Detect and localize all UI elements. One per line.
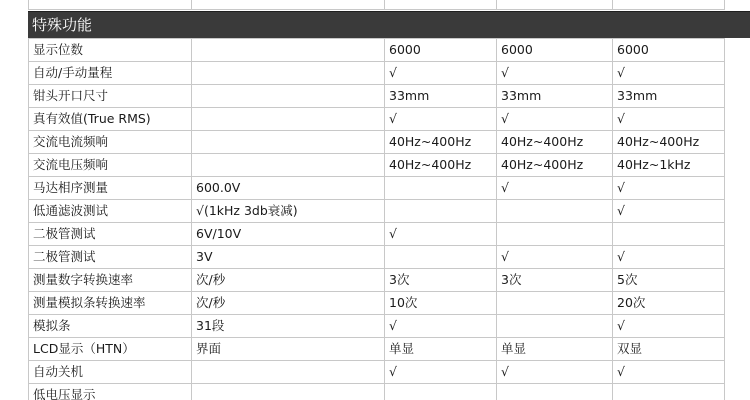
table-row (29, 246, 725, 269)
feature-label: 交流电压频响 (29, 154, 192, 177)
spec-cell (192, 108, 385, 131)
spec-cell: √ (385, 223, 497, 246)
spec-cell: 界面 (192, 338, 385, 361)
spec-cell (192, 62, 385, 85)
feature-label: 显示位数 (29, 39, 192, 62)
spec-cell: 31段 (192, 315, 385, 338)
feature-label: 钳头开口尺寸 (29, 85, 192, 108)
spec-cell: √ (497, 108, 613, 131)
table-row (29, 338, 725, 361)
section-header: 特殊功能 (28, 11, 750, 38)
spec-cell: √ (497, 62, 613, 85)
spec-cell: 6000 (497, 39, 613, 62)
feature-label: 低通滤波测试 (29, 200, 192, 223)
spec-cell: 5次 (613, 269, 725, 292)
spec-cell: 次/秒 (192, 292, 385, 315)
spec-cell: √ (613, 315, 725, 338)
spec-cell: √ (385, 108, 497, 131)
spec-cell (497, 200, 613, 223)
feature-label: 测量模拟条转换速率 (29, 292, 192, 315)
feature-label: 交流电流频响 (29, 131, 192, 154)
spec-cell (385, 384, 497, 400)
spec-cell: 33mm (497, 85, 613, 108)
feature-label: 自动关机 (29, 361, 192, 384)
spec-cell: 40Hz~400Hz (385, 154, 497, 177)
spec-cell (192, 131, 385, 154)
spec-cell: √ (613, 177, 725, 200)
spec-cell: 单显 (497, 338, 613, 361)
previous-table-strip (28, 0, 750, 10)
feature-label: LCD显示（HTN） (29, 338, 192, 361)
spec-cell: √ (613, 108, 725, 131)
spec-cell (192, 384, 385, 400)
features-table (28, 38, 725, 400)
table-row (29, 62, 725, 85)
spec-cell: 次/秒 (192, 269, 385, 292)
spec-cell: 单显 (385, 338, 497, 361)
table-row (29, 315, 725, 338)
table-row (29, 39, 725, 62)
table-cell (192, 0, 385, 10)
spec-cell (497, 315, 613, 338)
spec-cell: √ (385, 315, 497, 338)
spec-cell (192, 154, 385, 177)
spec-cell (497, 292, 613, 315)
table-row (29, 85, 725, 108)
spec-cell (613, 223, 725, 246)
table-row (29, 361, 725, 384)
spec-cell: 40Hz~1kHz (613, 154, 725, 177)
feature-label: 测量数字转换速率 (29, 269, 192, 292)
spec-cell: 40Hz~400Hz (613, 131, 725, 154)
spec-cell: 3次 (385, 269, 497, 292)
table-row (29, 0, 725, 10)
feature-label: 低电压显示 (29, 384, 192, 400)
spec-cell: √ (385, 62, 497, 85)
table-row (29, 177, 725, 200)
table-row (29, 154, 725, 177)
spec-cell: 40Hz~400Hz (385, 131, 497, 154)
spec-cell: √ (613, 361, 725, 384)
spec-cell: 40Hz~400Hz (497, 154, 613, 177)
table-row (29, 108, 725, 131)
feature-label: 马达相序测量 (29, 177, 192, 200)
spec-cell: 40Hz~400Hz (497, 131, 613, 154)
feature-label: 自动/手动量程 (29, 62, 192, 85)
spec-cell: √ (385, 361, 497, 384)
spec-cell (497, 384, 613, 400)
spec-cell: 6V/10V (192, 223, 385, 246)
table-row (29, 269, 725, 292)
table-row (29, 131, 725, 154)
spec-cell: √ (613, 246, 725, 269)
spec-cell (497, 223, 613, 246)
table-row (29, 200, 725, 223)
spec-cell (385, 177, 497, 200)
spec-cell: √ (613, 200, 725, 223)
spec-cell (192, 361, 385, 384)
spec-cell (192, 39, 385, 62)
spec-cell: 20次 (613, 292, 725, 315)
spec-cell: 双显 (613, 338, 725, 361)
table-row (29, 292, 725, 315)
spec-cell (613, 384, 725, 400)
spec-cell (385, 246, 497, 269)
spec-table-page (28, 0, 750, 400)
feature-label: 二极管测试 (29, 223, 192, 246)
table-row (29, 223, 725, 246)
spec-cell: √ (613, 62, 725, 85)
table-cell (29, 0, 192, 10)
spec-cell: 6000 (613, 39, 725, 62)
table-cell (385, 0, 497, 10)
spec-cell (192, 85, 385, 108)
table-row (29, 384, 725, 400)
spec-cell: 3次 (497, 269, 613, 292)
table-cell (613, 0, 725, 10)
spec-cell: 33mm (613, 85, 725, 108)
spec-cell: 3V (192, 246, 385, 269)
spec-cell: 600.0V (192, 177, 385, 200)
spec-cell: 10次 (385, 292, 497, 315)
feature-label: 真有效值(True RMS) (29, 108, 192, 131)
table-cell (497, 0, 613, 10)
spec-cell: √ (497, 246, 613, 269)
feature-label: 模拟条 (29, 315, 192, 338)
spec-cell: √(1kHz 3db衰减) (192, 200, 385, 223)
previous-table (28, 0, 725, 10)
spec-cell: 33mm (385, 85, 497, 108)
spec-cell (385, 200, 497, 223)
spec-cell: √ (497, 177, 613, 200)
spec-cell: 6000 (385, 39, 497, 62)
feature-label: 二极管测试 (29, 246, 192, 269)
spec-cell: √ (497, 361, 613, 384)
